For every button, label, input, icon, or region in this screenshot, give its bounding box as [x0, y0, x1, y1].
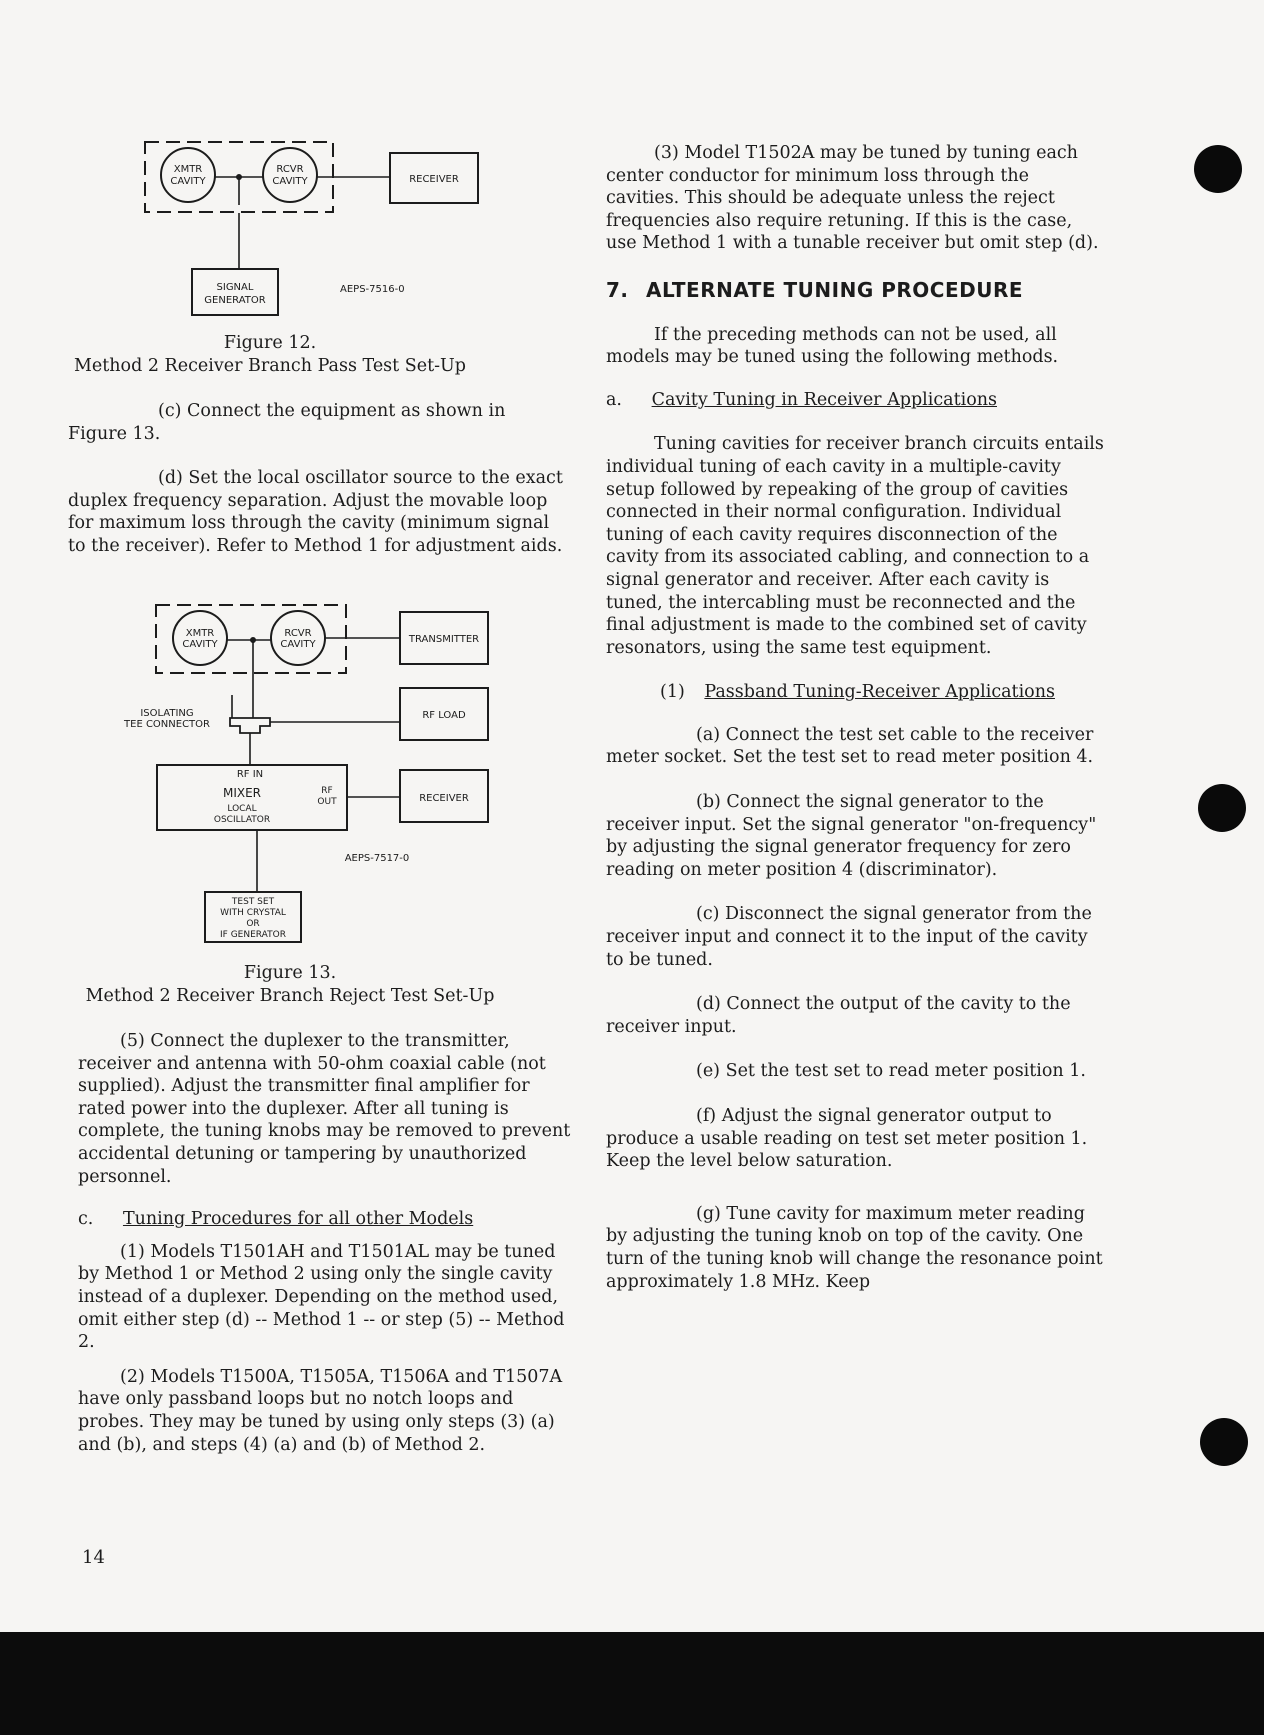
fig13-rf-out-label-2: OUT — [317, 797, 337, 807]
xmtr-cavity-shape — [161, 148, 215, 202]
fig13-test-set-label: TEST SET — [231, 897, 275, 907]
figure-13-caption-label: Figure 13. — [243, 963, 337, 983]
section-c-heading — [78, 1208, 573, 1231]
fig13-if-gen-label: IF GENERATOR — [220, 930, 286, 940]
section-7-heading — [606, 279, 1106, 302]
fig12-siggen-label: SIGNAL — [216, 282, 254, 293]
fig13-mixer-label: MIXER — [222, 786, 262, 800]
fig12-xmtr-label: XMTR — [173, 164, 203, 175]
fig13-rf-in-label: RF IN — [236, 769, 264, 780]
subsection-1-title: Passband Tuning-Receiver Applications — [704, 682, 1055, 703]
fig13-xmtr-label-2: CAVITY — [182, 639, 218, 650]
figure-12-caption-title: Method 2 Receiver Branch Pass Test Set-Up — [73, 356, 467, 376]
right-column — [606, 142, 1106, 1293]
paragraph-5: (5) Connect the duplexer to the transmitter, receiver and antenna with 50-ohm coaxial cable (not supplied). Adjust the transmitter final amplifier for rated power into the duplexer. After all tuning is complete, the tuning knobs may be removed to prevent accidental detuning or tampering by unauthorized personnel. — [78, 1031, 571, 1187]
step-d: (d) Connect the output of the cavity to the receiver input. — [606, 994, 1071, 1037]
step-g: (g) Tune cavity for maximum meter reading by adjusting the tuning knob on top of the cavity. One turn of the tuning knob will change the resonance point approximately 1.8 MHz. Keep — [606, 1203, 1103, 1292]
left-column-upper — [68, 400, 563, 558]
fig12-xmtr-label-2: CAVITY — [170, 176, 206, 187]
section-c-letter: c. — [78, 1209, 94, 1230]
fig12-rcvr-label: RCVR — [276, 164, 304, 175]
fig12-drawing-number: AEPS-7516-0 — [340, 284, 405, 295]
fig13-xmtr-label: XMTR — [185, 628, 215, 639]
section-7-title: ALTERNATE TUNING PROCEDURE — [645, 277, 1024, 302]
fig13-rcvr-label: RCVR — [284, 628, 312, 639]
paragraph-tuning-cavities: Tuning cavities for receiver branch circuits entails individual tuning of each cavity in a multiple-cavity setup followed by repeaking of the group of cavities connected in their normal configuration. Individual tuning of each cavity requires disconnection of the cavity from its associated cabling, and connection to a signal generator and receiver. After each cavity is tuned, the intercabling must be reconnected and the final adjustment is made to the combined set of cavity resonators, using the same test equipment. — [606, 434, 1104, 658]
fig13-oscillator-label: OSCILLATOR — [213, 815, 271, 825]
fig13-or-label: OR — [246, 919, 260, 929]
section-a-letter: a. — [606, 389, 622, 410]
section-7-number: 7. — [606, 277, 629, 302]
fig13-receiver-label: RECEIVER — [419, 793, 469, 804]
paragraph-models-1: (1) Models T1501AH and T1501AL may be tuned by Method 1 or Method 2 using only the single cavity instead of a duplexer. Depending on the method used, omit either step (d) -- Method 1 -- or step (5) -- Method 2. — [78, 1241, 565, 1353]
binder-hole-top — [1194, 145, 1242, 193]
page-number: 14 — [82, 1547, 105, 1568]
paragraph-intro: If the preceding methods can not be used, all models may be tuned using the following methods. — [606, 324, 1059, 368]
step-e: (e) Set the test set to read meter position 1. — [696, 1061, 1086, 1082]
section-a-title: Cavity Tuning in Receiver Applications — [651, 389, 997, 410]
subsection-1-number: (1) — [660, 682, 685, 703]
step-a: (a) Connect the test set cable to the receiver meter socket. Set the test set to read meter position 4. — [606, 724, 1094, 768]
fig13-rcvr-label-2: CAVITY — [280, 639, 316, 650]
figure-13-caption — [70, 962, 510, 1008]
subsection-1-heading — [606, 681, 1106, 704]
fig13-local-label: LOCAL — [227, 804, 257, 814]
figure-12-caption — [60, 332, 480, 378]
paragraph-c: (c) Connect the equipment as shown in Figure 13. — [68, 401, 506, 444]
rcvr-cavity-shape — [263, 148, 317, 202]
left-column-lower — [78, 1030, 573, 1456]
paragraph-d: (d) Set the local oscillator source to the exact duplex frequency separation. Adjust the movable loop for maximum loss through the cavity (minimum signal to the receiver). Refer to Method 1 for adjustment aids. — [68, 468, 563, 556]
binder-hole-middle — [1198, 784, 1246, 832]
fig12-siggen-label-2: GENERATOR — [204, 295, 266, 306]
figure-12-caption-label: Figure 12. — [223, 333, 317, 353]
fig12-receiver-label: RECEIVER — [409, 174, 459, 185]
fig13-crystal-label: WITH CRYSTAL — [220, 908, 286, 918]
scanner-background — [0, 1632, 1264, 1735]
fig12-rcvr-label-2: CAVITY — [272, 176, 308, 187]
figure-12-diagram — [140, 135, 480, 325]
step-b: (b) Connect the signal generator to the receiver input. Set the signal generator "on-frequency" by adjusting the signal generator frequency for zero reading on meter position 4 (discriminator). — [606, 792, 1097, 880]
tee-connector-shape — [230, 718, 270, 733]
fig13-drawing-number: AEPS-7517-0 — [344, 853, 410, 864]
fig13-rf-out-label: RF — [321, 786, 333, 796]
figure-13-diagram — [112, 600, 502, 950]
figure-13-caption-title: Method 2 Receiver Branch Reject Test Set-Up — [85, 986, 495, 1006]
fig13-transmitter-label: TRANSMITTER — [408, 634, 480, 645]
paragraph-3: (3) Model T1502A may be tuned by tuning each center conductor for minimum loss through the cavities. This should be adequate unless the reject frequencies also require retuning. If this is the case, use Method 1 with a tunable receiver but omit step (d). — [606, 143, 1099, 254]
paragraph-models-2: (2) Models T1500A, T1505A, T1506A and T1507A have only passband loops but no notch loops and probes. They may be tuned by using only steps (3) (a) and (b), and steps (4) (a) and (b) of Method 2. — [78, 1366, 563, 1455]
step-f: (f) Adjust the signal generator output to produce a usable reading on test set meter position 1. Keep the level below saturation. — [606, 1106, 1088, 1172]
step-c: (c) Disconnect the signal generator from the receiver input and connect it to the input of the cavity to be tuned. — [606, 904, 1092, 970]
section-a-heading — [606, 389, 1106, 412]
fig13-isolating-label: ISOLATING — [140, 708, 194, 719]
fig13-rf-load-label: RF LOAD — [422, 710, 466, 721]
fig13-tee-label: TEE CONNECTOR — [124, 719, 210, 730]
binder-hole-bottom — [1200, 1418, 1248, 1466]
section-c-title: Tuning Procedures for all other Models — [122, 1209, 474, 1230]
